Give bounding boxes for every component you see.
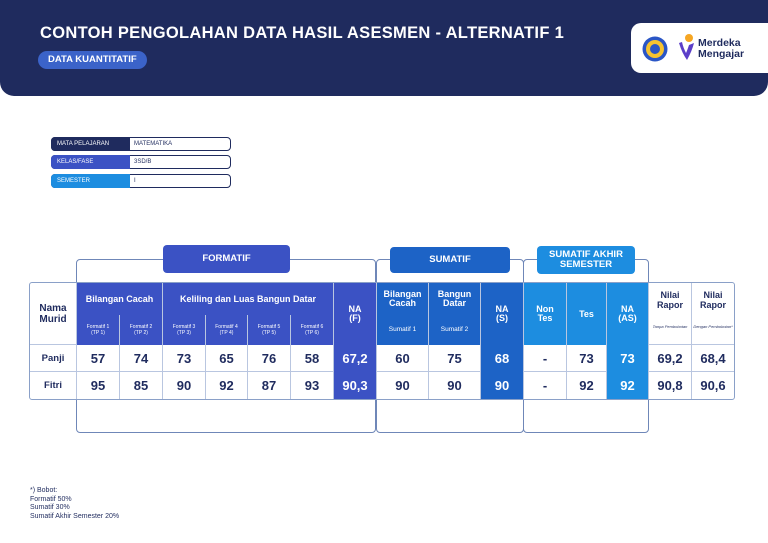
header-sumatif-2: Sumatif 2 — [429, 315, 481, 345]
score-non-tes: - — [524, 372, 567, 399]
info-label: MATA PELAJARAN — [51, 137, 130, 151]
score-formatif-4: 92 — [206, 372, 248, 399]
info-mata-pelajaran — [51, 137, 231, 151]
header-sumatif-1: Sumatif 1 — [377, 315, 429, 345]
score-na-formatif: 67,2 — [334, 345, 377, 372]
score-tes: 92 — [567, 372, 607, 399]
student-name: Fitri — [30, 372, 77, 399]
kemendikbud-logo-icon — [641, 35, 669, 63]
info-value: I — [134, 178, 136, 184]
header-non-tes: Non Tes — [524, 283, 567, 345]
score-na-formatif: 90,3 — [334, 372, 377, 399]
score-formatif-4: 65 — [206, 345, 248, 372]
sumatif-section-header: SUMATIF — [390, 247, 510, 273]
score-rapor-dengan: 90,6 — [700, 378, 726, 393]
student-name: Panji — [30, 345, 77, 372]
score-na-sumatif: 68 — [481, 345, 524, 372]
info-semester — [51, 174, 231, 188]
weighting-footnote: *) Bobot: Formatif 50% Sumatif 30% Sumatif Akhir Semester 20% — [30, 487, 120, 520]
score-formatif-6: 58 — [291, 345, 334, 372]
score-formatif-5: 76 — [248, 345, 291, 372]
info-label: SEMESTER — [51, 174, 130, 188]
header-na-sas: NA (AS) — [607, 283, 649, 345]
info-label: KELAS/FASE — [51, 155, 130, 169]
header-tes: Tes — [567, 283, 607, 345]
header-keliling-luas: Keliling dan Luas Bangun Datar — [163, 283, 334, 315]
info-kelas-fase — [51, 155, 231, 169]
header-sumatif-bangun: Bangun Datar — [429, 283, 481, 315]
header-formatif-5: Formatif 5 (TP 5) — [248, 315, 291, 345]
score-formatif-5: 87 — [248, 372, 291, 399]
header-sumatif-bilangan: Bilangan Cacah — [377, 283, 429, 315]
score-tes: 73 — [567, 345, 607, 372]
score-formatif-1: 57 — [77, 345, 120, 372]
score-formatif-1: 95 — [77, 372, 120, 399]
header-na-sumatif: NA (S) — [481, 283, 524, 345]
score-formatif-6: 93 — [291, 372, 334, 399]
score-sumatif-1: 60 — [377, 345, 429, 372]
score-formatif-3: 90 — [163, 372, 206, 399]
score-na-sas: 92 — [607, 372, 649, 399]
merdeka-mengajar-logo-icon — [676, 33, 696, 63]
score-formatif-3: 73 — [163, 345, 206, 372]
score-formatif-2: 85 — [120, 372, 163, 399]
score-formatif-2: 74 — [120, 345, 163, 372]
header-bilangan-cacah: Bilangan Cacah — [77, 283, 163, 315]
header-nilai-rapor-dengan: Nilai Rapor Dengan Pembobotan* — [692, 283, 734, 345]
header-formatif-3: Formatif 3 (TP 3) — [163, 315, 206, 345]
subtitle-badge: DATA KUANTITATIF — [38, 51, 147, 69]
score-rapor-tanpa: 90,8 — [649, 372, 692, 399]
score-sumatif-2: 75 — [429, 345, 481, 372]
header-formatif-4: Formatif 4 (TP 4) — [206, 315, 248, 345]
header-formatif-1: Formatif 1 (TP 1) — [77, 315, 120, 345]
score-rapor-dengan: 68,4 — [700, 351, 726, 366]
score-sumatif-1: 90 — [377, 372, 429, 399]
header-formatif-2: Formatif 2 (TP 2) — [120, 315, 163, 345]
score-rapor-tanpa: 69,2 — [649, 345, 692, 372]
score-non-tes: - — [524, 345, 567, 372]
score-na-sas: 73 — [607, 345, 649, 372]
header-nilai-rapor-tanpa: Nilai Rapor Tanpa Pembobotan — [649, 283, 692, 345]
header-formatif-6: Formatif 6 (TP 6) — [291, 315, 334, 345]
score-na-sumatif: 90 — [481, 372, 524, 399]
info-value: MATEMATIKA — [134, 141, 173, 147]
page-title: CONTOH PENGOLAHAN DATA HASIL ASESMEN - ALTERNATIF 1 — [40, 24, 565, 42]
formatif-section-header: FORMATIF — [163, 245, 290, 273]
brand-name: Merdeka Mengajar — [698, 37, 745, 60]
score-sumatif-2: 90 — [429, 372, 481, 399]
info-value: 3SD/B — [134, 159, 152, 165]
header-nama-murid: Nama Murid — [30, 283, 77, 345]
header-na-formatif: NA (F) — [334, 283, 377, 345]
sas-section-header: SUMATIF AKHIR SEMESTER — [537, 246, 635, 274]
